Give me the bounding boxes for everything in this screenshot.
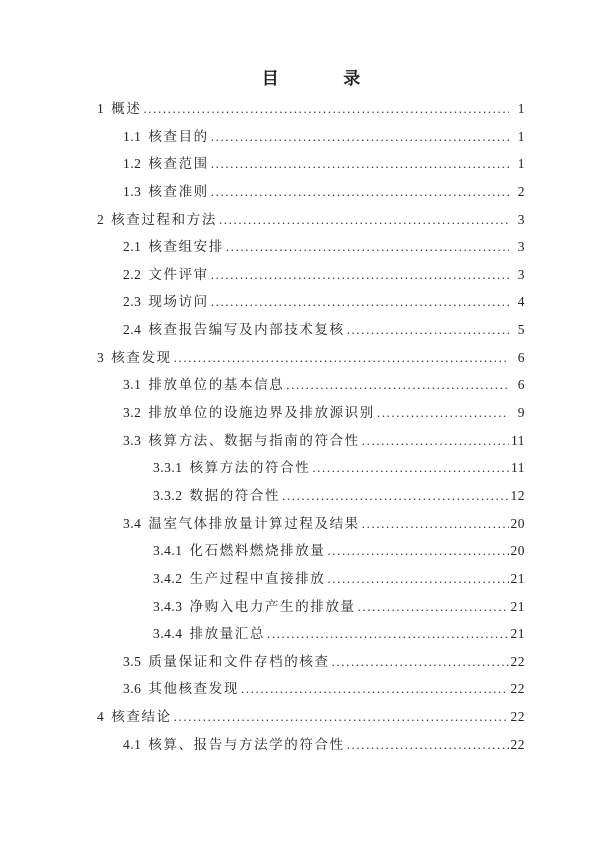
toc-entry-page: 11 [511, 432, 525, 448]
toc-entry-label: 核查目的 [148, 128, 209, 144]
toc-entry-number: 3.3.2 [153, 487, 183, 503]
toc-entry[interactable] [97, 123, 525, 151]
toc-entry-number: 3.1 [123, 377, 142, 393]
toc-entry-label: 排放量汇总 [189, 626, 265, 642]
toc-entry-label: 核查结论 [111, 709, 172, 725]
toc-entry[interactable] [97, 454, 525, 482]
toc-entry-number: 4 [97, 709, 105, 725]
toc-dot-leader [211, 150, 509, 178]
toc-entry-page: 3 [517, 239, 525, 255]
toc-entry-page: 22 [510, 681, 525, 697]
toc-entry-label: 排放单位的设施边界及排放源识别 [148, 405, 375, 421]
toc-entry-page: 3 [517, 211, 525, 227]
toc-content [97, 66, 525, 758]
toc-entry-page: 20 [510, 515, 525, 531]
toc-entry-label: 化石燃料燃烧排放量 [189, 543, 326, 559]
toc-entry-page: 5 [517, 322, 525, 338]
toc-entry-label: 核查报告编写及内部技术复核 [148, 322, 345, 338]
toc-entry-number: 1.2 [123, 156, 142, 172]
toc-entry-number: 4.1 [123, 736, 142, 752]
toc-dot-leader [211, 288, 509, 316]
toc-dot-leader [347, 316, 509, 344]
toc-entry-number: 2.3 [123, 294, 142, 310]
toc-dot-leader [267, 620, 509, 648]
toc-entry-page: 12 [510, 487, 525, 503]
toc-dot-leader [211, 123, 509, 151]
toc-entry-page: 22 [510, 653, 525, 669]
toc-entry[interactable] [97, 510, 525, 538]
toc-entry[interactable] [97, 288, 525, 316]
toc-entry-number: 1 [97, 101, 105, 116]
toc-entry-label: 核算方法、数据与指南的符合性 [148, 432, 360, 448]
toc-entry-label: 核查组安排 [148, 239, 224, 255]
toc-entry-number: 3.4.3 [153, 598, 183, 614]
toc-entry-page: 9 [517, 405, 525, 421]
table-of-contents [97, 95, 525, 758]
toc-entry-number: 2 [97, 211, 105, 227]
toc-entry[interactable] [97, 537, 525, 565]
toc-entry-page: 21 [510, 570, 525, 586]
toc-entry-label: 数据的符合性 [189, 487, 281, 503]
toc-entry[interactable] [97, 565, 525, 593]
toc-entry-page: 1 [517, 156, 525, 172]
toc-dot-leader [358, 593, 509, 621]
toc-entry-label: 净购入电力产生的排放量 [189, 598, 356, 614]
toc-entry[interactable] [97, 703, 525, 731]
toc-entry-page: 6 [517, 377, 525, 393]
toc-entry-label: 质量保证和文件存档的核查 [148, 653, 330, 669]
toc-entry-label: 核查范围 [148, 156, 209, 172]
toc-dot-leader [362, 510, 509, 538]
toc-entry[interactable] [97, 371, 525, 399]
toc-entry[interactable] [97, 731, 525, 759]
toc-entry-number: 2.2 [123, 266, 142, 282]
toc-entry-number: 3.2 [123, 405, 142, 421]
toc-dot-leader [377, 399, 509, 427]
toc-dot-leader [211, 178, 509, 206]
toc-entry-number: 3.4.2 [153, 570, 183, 586]
toc-entry-number: 1.3 [123, 183, 142, 199]
toc-dot-leader [362, 427, 509, 455]
toc-entry-page: 11 [511, 460, 525, 476]
toc-dot-leader [174, 344, 509, 372]
toc-entry-number: 3.4.1 [153, 543, 183, 559]
toc-entry[interactable] [97, 316, 525, 344]
toc-entry[interactable] [97, 95, 525, 123]
toc-entry[interactable] [97, 344, 525, 372]
toc-entry-label: 生产过程中直接排放 [189, 570, 326, 586]
toc-entry-label: 核算、报告与方法学的符合性 [148, 736, 345, 752]
toc-entry-page: 2 [517, 183, 525, 199]
toc-dot-leader [174, 703, 509, 731]
toc-dot-leader [347, 731, 509, 759]
toc-dot-leader [286, 371, 509, 399]
toc-entry[interactable] [97, 620, 525, 648]
toc-dot-leader [211, 261, 509, 289]
toc-entry-label: 核查发现 [111, 349, 172, 365]
toc-entry-number: 2.4 [123, 322, 142, 338]
toc-entry-number: 3.6 [123, 681, 142, 697]
toc-entry[interactable] [97, 593, 525, 621]
toc-entry-page: 4 [517, 294, 525, 310]
toc-entry-page: 1 [517, 101, 525, 116]
toc-dot-leader [312, 454, 509, 482]
toc-entry[interactable] [97, 648, 525, 676]
toc-entry-page: 20 [510, 543, 525, 559]
toc-entry-number: 3.5 [123, 653, 142, 669]
toc-entry-page: 22 [510, 709, 525, 725]
toc-entry-label: 排放单位的基本信息 [148, 377, 285, 393]
toc-entry-label: 核查准则 [148, 183, 209, 199]
toc-entry-label: 文件评审 [148, 266, 209, 282]
toc-dot-leader [327, 537, 508, 565]
toc-entry-label: 温室气体排放量计算过程及结果 [148, 515, 360, 531]
toc-entry-label: 其他核查发现 [148, 681, 239, 697]
toc-dot-leader [219, 206, 509, 234]
toc-entry[interactable] [97, 261, 525, 289]
toc-entry-page: 21 [510, 598, 525, 614]
toc-entry[interactable] [97, 675, 525, 703]
toc-dot-leader [143, 95, 509, 123]
toc-dot-leader [327, 565, 508, 593]
toc-title: 目 录 [261, 69, 379, 88]
toc-entry-number: 2.1 [123, 239, 142, 255]
toc-entry-page: 1 [517, 128, 525, 144]
toc-entry-number: 1.1 [123, 128, 142, 144]
toc-entry-page: 21 [510, 626, 525, 642]
toc-entry-number: 3.4 [123, 515, 142, 531]
toc-entry-number: 3 [97, 349, 105, 365]
toc-entry[interactable] [97, 233, 525, 261]
toc-entry[interactable] [97, 150, 525, 178]
toc-dot-leader [226, 233, 509, 261]
toc-entry-page: 22 [510, 736, 525, 752]
toc-entry[interactable] [97, 427, 525, 455]
toc-entry-label: 核算方法的符合性 [189, 460, 311, 476]
toc-entry-number: 3.4.4 [153, 626, 183, 642]
toc-dot-leader [241, 675, 509, 703]
toc-entry-number: 3.3 [123, 432, 142, 448]
toc-entry[interactable] [97, 206, 525, 234]
toc-dot-leader [282, 482, 508, 510]
toc-entry-page: 6 [517, 349, 525, 365]
toc-entry[interactable] [97, 399, 525, 427]
toc-entry-label: 概述 [111, 101, 142, 116]
toc-entry[interactable] [97, 178, 525, 206]
toc-entry-page: 3 [517, 266, 525, 282]
toc-entry-label: 现场访问 [148, 294, 209, 310]
toc-dot-leader [332, 648, 509, 676]
toc-entry[interactable] [97, 482, 525, 510]
toc-entry-label: 核查过程和方法 [111, 211, 217, 227]
toc-entry-number: 3.3.1 [153, 460, 183, 476]
